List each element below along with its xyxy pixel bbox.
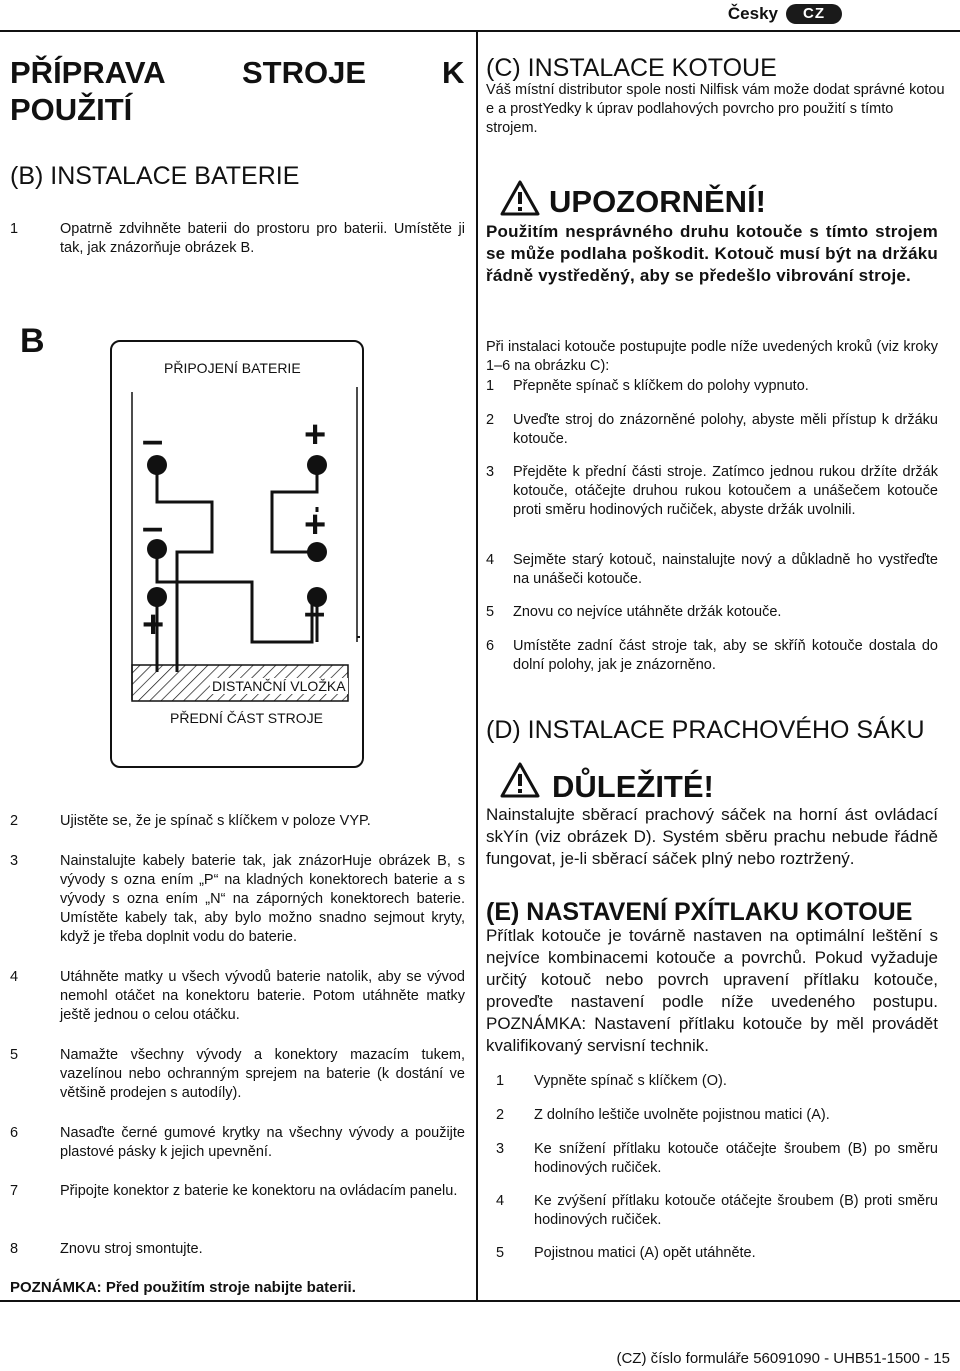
footer-form-label: (CZ) číslo formuláře [616,1350,750,1367]
step-b-8 [10,1240,465,1262]
minus-sign-1: – [142,420,164,462]
cable-1 [157,465,212,672]
step-b-6 [10,1124,465,1166]
minus-sign-3: – [304,592,326,634]
footer-form-number: 56091090 - UHB51-1500 - 15 [753,1350,950,1367]
step-number: 7 [10,1183,19,1199]
step-text: Ke zvýšení přítlaku kotouče otáčejte šroubem (B) proti směru hodinových ručiček. [534,1193,938,1228]
step-text: Nasaďte černé gumové krytky na všechny vývody a použijte plastové pásky k jejich upevnění. [60,1125,465,1160]
step-e-4 [486,1192,938,1232]
battery-diagram [112,342,366,770]
step-e-3 [486,1140,938,1180]
step-number: 5 [10,1047,19,1063]
figure-title: PŘIPOJENÍ BATERIE [164,360,301,376]
cable-2 [157,549,312,642]
terminal-1-plus [307,455,327,475]
spacer-label: DISTANČNÍ VLOŽKA [212,678,346,694]
step-number: 2 [10,813,19,829]
step-text: Znovu stroj smontujte. [60,1241,203,1257]
step-text: Sejměte starý kotouč, nainstalujte nový a důkladně ho vystřeďte na unášeči kotouče. [513,552,938,587]
step-e-1 [486,1072,938,1092]
step-text: Umístěte zadní část stroje tak, aby se skříň kotouče dostala do dolní polohy, jak je znázorněno. [513,638,938,673]
step-text: Vypněte spínač s klíčkem (O). [534,1073,727,1089]
column-divider [476,32,478,1300]
battery-note: POZNÁMKA: Před použitím stroje nabijte baterii. [10,1279,356,1296]
important-icon [500,762,540,798]
step-b-2 [10,812,465,836]
warning-title: UPOZORNĚNÍ! [549,184,766,219]
section-c-intro-2: Při instalaci kotouče postupujte podle níže uvedených kroků (viz kroky 1–6 na obrázku C): [486,339,938,374]
step-number: 2 [496,1107,505,1123]
plus-sign-1: + [304,414,327,456]
step-text: Z dolního leštiče uvolněte pojistnou matici (A). [534,1107,830,1123]
step-number: 5 [486,604,495,620]
important-title: DŮLEŽITÉ! [552,769,714,804]
step-number: 3 [486,464,495,480]
language-code-badge: CZ [786,4,842,24]
step-number: 1 [486,378,495,394]
step-number: 1 [10,221,19,237]
step-b-5 [10,1046,465,1106]
language-indicator [702,4,842,24]
step-number: 6 [10,1125,19,1141]
plus-sign-3: + [142,604,165,646]
language-label: Česky [727,4,778,23]
step-number: 2 [486,412,495,428]
section-c-title: (C) INSTALACE KOTOUE [486,54,777,82]
step-number: 1 [496,1073,505,1089]
step-e-5 [486,1244,938,1264]
step-text: Připojte konektor z baterie ke konektoru na ovládacím panelu. [60,1183,458,1199]
step-number: 3 [10,853,19,869]
step-text: Nainstalujte kabely baterie tak, jak znázorHuje obrázek B, s vývody s ozna ením „P“ na kladných konektorech baterie a s vývody s ozna ením „N“ na záporných konektorech baterie. Umístěte kabely tak, aby bylo možno snadno sejmout kryty, když je třeba doplnit vodu do baterie. [60,853,465,945]
step-c-1 [486,377,938,397]
step-b-1 [10,220,465,260]
step-text: Pojistnou matici (A) opět utáhněte. [534,1245,756,1261]
step-text: Přepněte spínač s klíčkem do polohy vypnuto. [513,378,809,394]
step-number: 4 [10,969,19,985]
step-c-2 [486,411,938,451]
step-b-7 [10,1182,465,1224]
step-text: Namažte všechny vývody a konektory mazacím tukem, vazelínou nebo ochranným sprejem na baterie (k dostání ve většině prodejen s autodíly). [60,1047,465,1101]
section-d-title: (D) INSTALACE PRACHOVÉHO SÁKU [486,716,925,744]
page-footer [616,1350,950,1367]
figure-letter: B [20,322,45,360]
step-number: 3 [496,1141,505,1157]
step-b-4 [10,968,465,1028]
page-title-line-2: POUŽITÍ [10,92,133,127]
step-text: Ujistěte se, že je spínač s klíčkem v poloze VYP. [60,813,371,829]
section-c-intro: Váš místní distributor spole nosti Nilfisk vám može dodat správné kotou e a prostYedky k úprav podlahových povrcho pro použití s tímto strojem. [486,82,945,136]
step-c-6 [486,637,938,677]
step-e-2 [486,1106,938,1126]
section-e-title: (E) NASTAVENÍ PXÍTLAKU KOTOUE [486,898,913,926]
step-number: 4 [486,552,495,568]
step-number: 6 [486,638,495,654]
page-title-word-2: STROJE [242,55,367,90]
step-number: 5 [496,1245,505,1261]
step-text: Utáhněte matky u všech vývodů baterie natolik, aby se vývod nemohl otáčet na konektoru baterie. Potom utáhněte matky ještě jednou o celou otáčku. [60,969,465,1023]
step-text: Znovu co nejvíce utáhněte držák kotouče. [513,604,782,620]
important-text: Nainstalujte sběrací prachový sáček na horní ást ovládací skYín (viz obrázek D). Systém sběru prachu nebude řádně fungovat, je-li sběrací sáček plný nebo roztržený. [486,805,938,868]
footer-rule [0,1300,960,1302]
page-title-word-3: K [442,55,465,90]
warning-text: Použitím nesprávného druhu kotouče s tímto strojem se může podlaha poškodit. Kotouč musí být na držáku řádně vystředěný, aby se předešlo vibrování stroje. [486,222,938,285]
step-c-3 [486,463,938,543]
plus-sign-2: + [304,504,327,546]
warning-icon [500,180,540,216]
front-label: PŘEDNÍ ČÁST STROJE [170,710,323,726]
step-number: 8 [10,1241,19,1257]
header-rule [0,30,960,32]
step-text: Opatrně zdvihněte baterii do prostoru pro baterii. Umístěte ji tak, jak znázorňuje obrázek B. [60,221,465,256]
page-title-word-1: PŘÍPRAVA [10,55,166,90]
step-c-5 [486,603,938,623]
step-text: Přejděte k přední části stroje. Zatímco jednou rukou držíte držák kotouče, otáčejte druhou rukou kotoučem a unášečem kotouče proti směru hodinových ručiček, abyste držák uvolnili. [513,464,938,518]
battery-connection-figure [110,340,364,768]
section-b-title: (B) INSTALACE BATERIE [10,162,300,190]
step-text: Ke snížení přítlaku kotouče otáčejte šroubem (B) po směru hodinových ručiček. [534,1141,938,1176]
step-text: Uveďte stroj do znázorněné polohy, abyste měli přístup k držáku kotouče. [513,412,938,447]
section-e-text: Přítlak kotouče je továrně nastaven na optimální leštění s nejvíce kombinacemi kotouče a povrchů. Pokud vyžaduje určitý kotouč nebo povrch upravení přítlaku kotouče, proveďte nastavení podle níže uvedeného postupu. POZNÁMKA: Nastavení přítlaku kotouče by měl provádět kvalifikovaný servisní technik. [486,926,938,1055]
step-number: 4 [496,1193,505,1209]
minus-sign-2: – [142,507,164,549]
step-b-3 [10,852,465,952]
step-c-4 [486,551,938,591]
